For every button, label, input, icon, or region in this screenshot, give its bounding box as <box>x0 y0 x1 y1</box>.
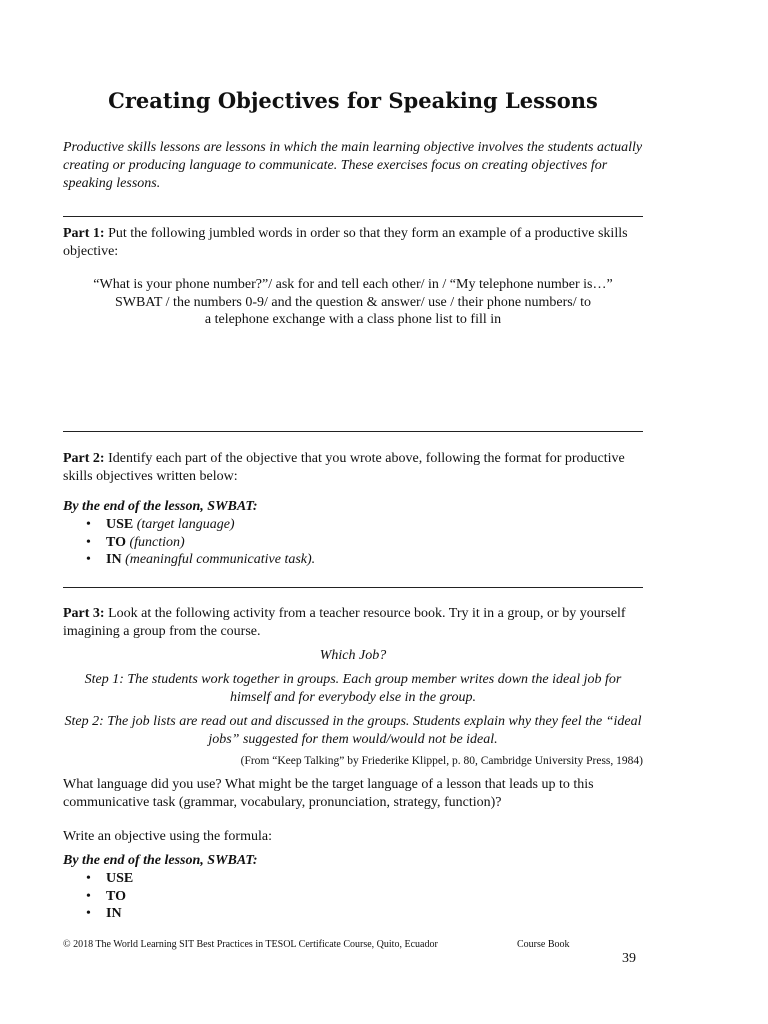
citation: (From “Keep Talking” by Friederike Klippel, p. 80, Cambridge University Press, 1984) <box>240 755 643 767</box>
part2-text: Identify each part of the objective that you wrote above, following the format for productive skills objectives written below: <box>63 451 625 484</box>
list-item: • TO (function) <box>86 534 315 552</box>
list-item: • USE (target language) <box>86 516 315 534</box>
part1-jumbled-words <box>63 276 643 329</box>
part2-label: Part 2: <box>63 451 105 466</box>
part3-text: Look at the following activity from a teacher resource book. Try it in a group, or by yourself imagining a group from the course. <box>63 606 626 639</box>
part1-instructions <box>63 225 643 260</box>
divider <box>63 431 643 432</box>
part3-instructions <box>63 605 643 640</box>
list-item: • USE <box>86 870 133 888</box>
part3-question: What language did you use? What might be the target language of a lesson that leads up to this communicative task (grammar, vocabulary, pronunciation, strategy, function)? <box>63 777 594 810</box>
list-item: • IN <box>86 905 133 923</box>
activity-title: Which Job? <box>319 648 387 663</box>
part2-lead: By the end of the lesson, SWBAT: <box>63 499 258 514</box>
activity-step-1: Step 1: The students work together in groups. Each group member writes down the ideal job for himself and for everybody else in the group. <box>84 672 622 705</box>
part1-text: Put the following jumbled words in order so that they form an example of a productive skills objective: <box>63 226 628 259</box>
page-footer <box>63 939 643 950</box>
write-prompt: Write an objective using the formula: <box>63 829 272 844</box>
part3-lead: By the end of the lesson, SWBAT: <box>63 853 258 868</box>
part3-formula-list <box>86 870 133 923</box>
footer-course-label: Course Book <box>517 939 570 950</box>
jumbled-line: a telephone exchange with a class phone list to fill in <box>204 312 502 327</box>
jumbled-line: “What is your phone number?”/ ask for and tell each other/ in / “My telephone number is…” <box>93 277 613 292</box>
part1-label: Part 1: <box>63 226 105 241</box>
page-title: Creating Objectives for Speaking Lessons <box>108 88 598 113</box>
intro-paragraph: Productive skills lessons are lessons in which the main learning objective involves the students actually creating or producing language to communicate. These exercises focus on creating objectives for speaking lessons. <box>63 140 643 191</box>
list-item: • IN (meaningful communicative task). <box>86 551 315 569</box>
divider <box>63 587 643 588</box>
part2-formula-list <box>86 516 315 569</box>
part3-label: Part 3: <box>63 606 105 621</box>
footer-copyright: © 2018 The World Learning SIT Best Practices in TESOL Certificate Course, Quito, Ecuador <box>63 939 438 950</box>
jumbled-line: SWBAT / the numbers 0-9/ and the question & answer/ use / their phone numbers/ to <box>114 294 592 310</box>
list-item: • TO <box>86 888 133 906</box>
divider <box>63 216 643 217</box>
page-number: 39 <box>622 951 636 966</box>
activity-step-2: Step 2: The job lists are read out and discussed in the groups. Students explain why they feel the “ideal jobs” suggested for them would/would not be ideal. <box>64 714 642 747</box>
part2-instructions <box>63 450 643 485</box>
